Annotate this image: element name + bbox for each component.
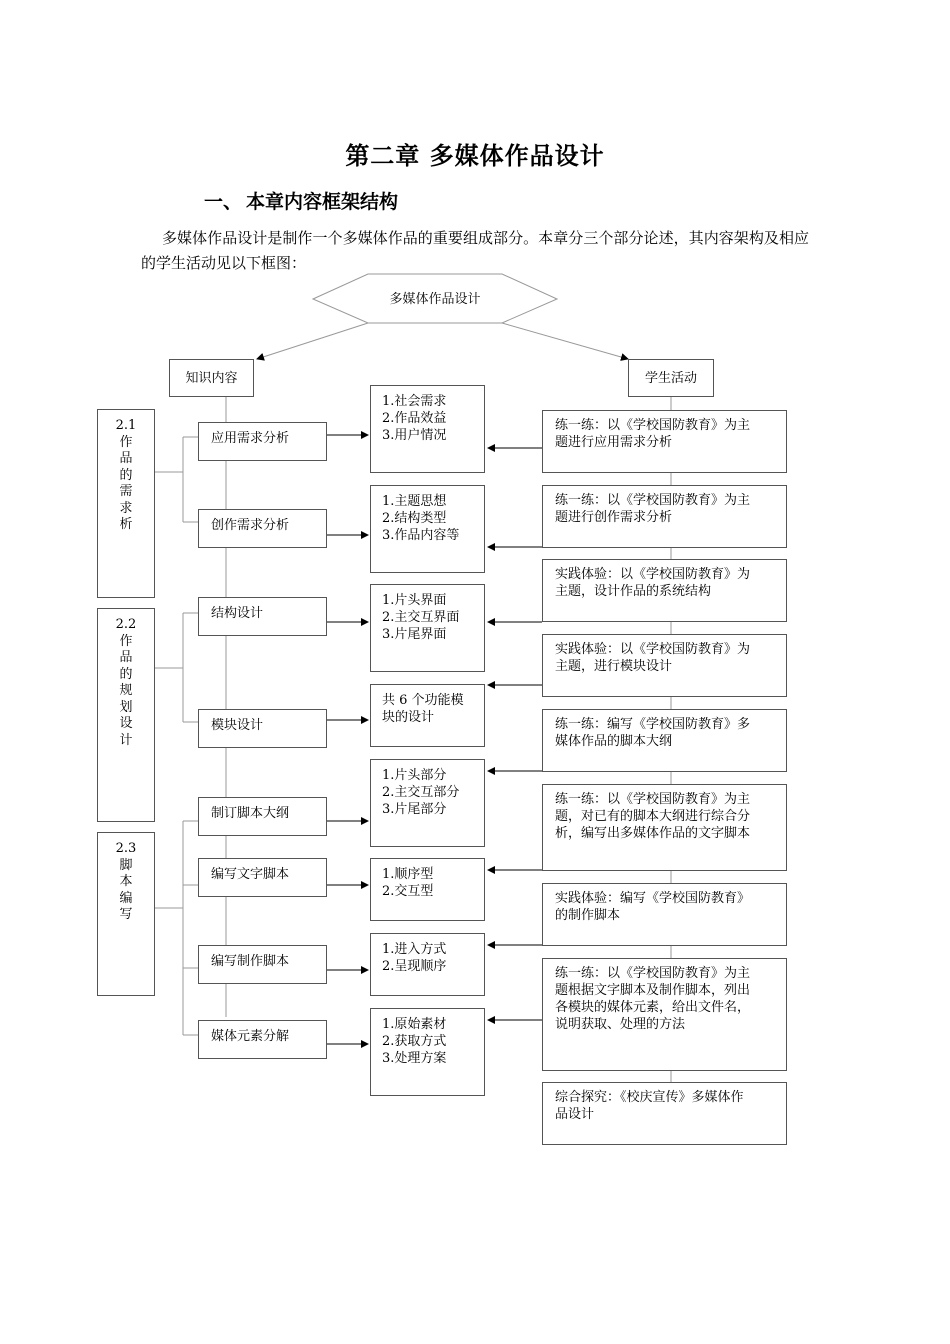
activity-box: 练一练：以《学校国防教育》为主 题进行应用需求分析 [542,410,787,473]
topic-box: 模块设计 [198,709,327,748]
knowledge-header: 知识内容 [169,359,254,397]
detail-box: 1.主题思想 2.结构类型 3.作品内容等 [370,485,485,573]
detail-box: 1.片头部分 2.主交互部分 3.片尾部分 [370,759,485,847]
page-title: 第二章 多媒体作品设计 [345,142,605,170]
topic-box: 应用需求分析 [198,422,327,461]
activity-box: 实践体验：编写《学校国防教育》 的制作脚本 [542,883,787,946]
activity-box: 综合探究：《校庆宣传》多媒体作 品设计 [542,1082,787,1145]
activity-box: 练一练：编写《学校国防教育》多 媒体作品的脚本大纲 [542,709,787,772]
group-2-3: 2.3 脚 本 编 写 [97,832,155,996]
detail-box: 共 6 个功能模 块的设计 [370,684,485,747]
activity-box: 练一练：以《学校国防教育》为主 题，对已有的脚本大纲进行综合分 析，编写出多媒体作品的文字脚本 [542,784,787,871]
group-2-2: 2.2 作 品 的 规 划 设 计 [97,608,155,822]
topic-box: 编写制作脚本 [198,945,327,984]
activity-box: 实践体验：以《学校国防教育》为 主题，设计作品的系统结构 [542,559,787,622]
section-label: 本章内容框架结构 [246,191,399,213]
activity-box: 练一练：以《学校国防教育》为主 题进行创作需求分析 [542,485,787,548]
detail-box: 1.顺序型 2.交互型 [370,858,485,921]
activity-box: 练一练：以《学校国防教育》为主 题根据文字脚本及制作脚本，列出 各模块的媒体元素，给出文件名， 说明获取、处理的方法 [542,958,787,1071]
activity-header: 学生活动 [628,359,714,397]
group-2-1: 2.1 作 品 的 需 求 析 [97,409,155,598]
detail-box: 1.片头界面 2.主交互界面 3.片尾界面 [370,584,485,672]
root-label: 多媒体作品设计 [389,291,481,307]
detail-box: 1.原始素材 2.获取方式 3.处理方案 [370,1008,485,1096]
topic-box: 创作需求分析 [198,509,327,548]
topic-box: 编写文字脚本 [198,858,327,897]
topic-box: 媒体元素分解 [198,1020,327,1059]
intro-paragraph: 多媒体作品设计是制作一个多媒体作品的重要组成部分。本章分三个部分论述，其内容架构及相应的学生活动见以下框图： [141,229,809,272]
topic-box: 结构设计 [198,597,327,636]
detail-box: 1.进入方式 2.呈现顺序 [370,933,485,996]
activity-box: 实践体验：以《学校国防教育》为 主题，进行模块设计 [542,634,787,697]
section-number: 一、 [204,191,243,213]
detail-box: 1.社会需求 2.作品效益 3.用户情况 [370,385,485,473]
topic-box: 制订脚本大纲 [198,797,327,836]
